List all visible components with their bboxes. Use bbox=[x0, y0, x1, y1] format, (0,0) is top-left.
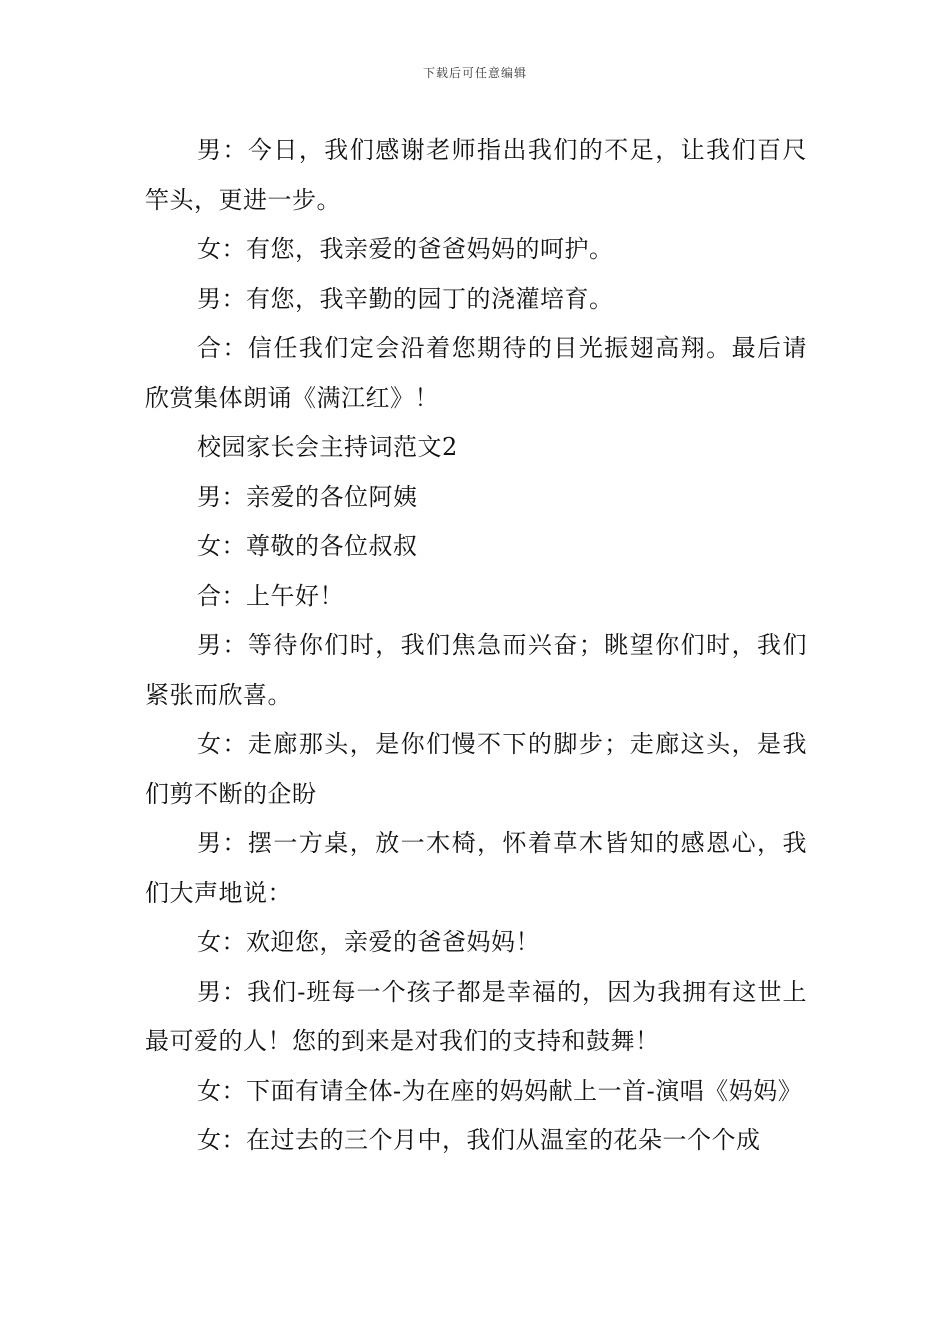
paragraph: 合：信任我们定会沿着您期待的目光振翅高翔。最后请欣赏集体朗诵《满江红》！ bbox=[145, 334, 807, 412]
paragraph: 女：在过去的三个月中，我们从温室的花朵一个个成 bbox=[197, 1126, 761, 1154]
paragraph: 女：欢迎您，亲爱的爸爸妈妈！ bbox=[197, 928, 540, 956]
section-title: 校园家长会主持词范文2 bbox=[197, 433, 458, 461]
paragraph: 男：亲爱的各位阿姨 bbox=[197, 482, 418, 511]
paragraph: 女：下面有请全体-为在座的妈妈献上一首-演唱《妈妈》 bbox=[197, 1076, 803, 1105]
document-body bbox=[145, 126, 807, 1166]
paragraph: 合：上午好！ bbox=[197, 581, 344, 610]
paragraph: 男：有您，我辛勤的园丁的浇灌培育。 bbox=[197, 284, 614, 313]
paragraph: 女：走廊那头，是你们慢不下的脚步；走廊这头，是我们剪不断的企盼 bbox=[145, 730, 807, 808]
paragraph: 女：有您，我亲爱的爸爸妈妈的呵护。 bbox=[197, 235, 614, 263]
paragraph: 男：摆一方桌，放一木椅，怀着草木皆知的感恩心，我们大声地说： bbox=[145, 829, 807, 907]
paragraph: 男：等待你们时，我们焦急而兴奋；眺望你们时，我们紧张而欣喜。 bbox=[145, 631, 807, 709]
page-header: 下载后可任意编辑 bbox=[422, 66, 527, 80]
paragraph: 女：尊敬的各位叔叔 bbox=[197, 532, 418, 560]
paragraph: 男：今日，我们感谢老师指出我们的不足，让我们百尺竿头，更进一步。 bbox=[145, 136, 807, 214]
paragraph: 男：我们-班每一个孩子都是幸福的，因为我拥有这世上最可爱的人！您的到来是对我们的支持和鼓舞！ bbox=[145, 977, 807, 1055]
